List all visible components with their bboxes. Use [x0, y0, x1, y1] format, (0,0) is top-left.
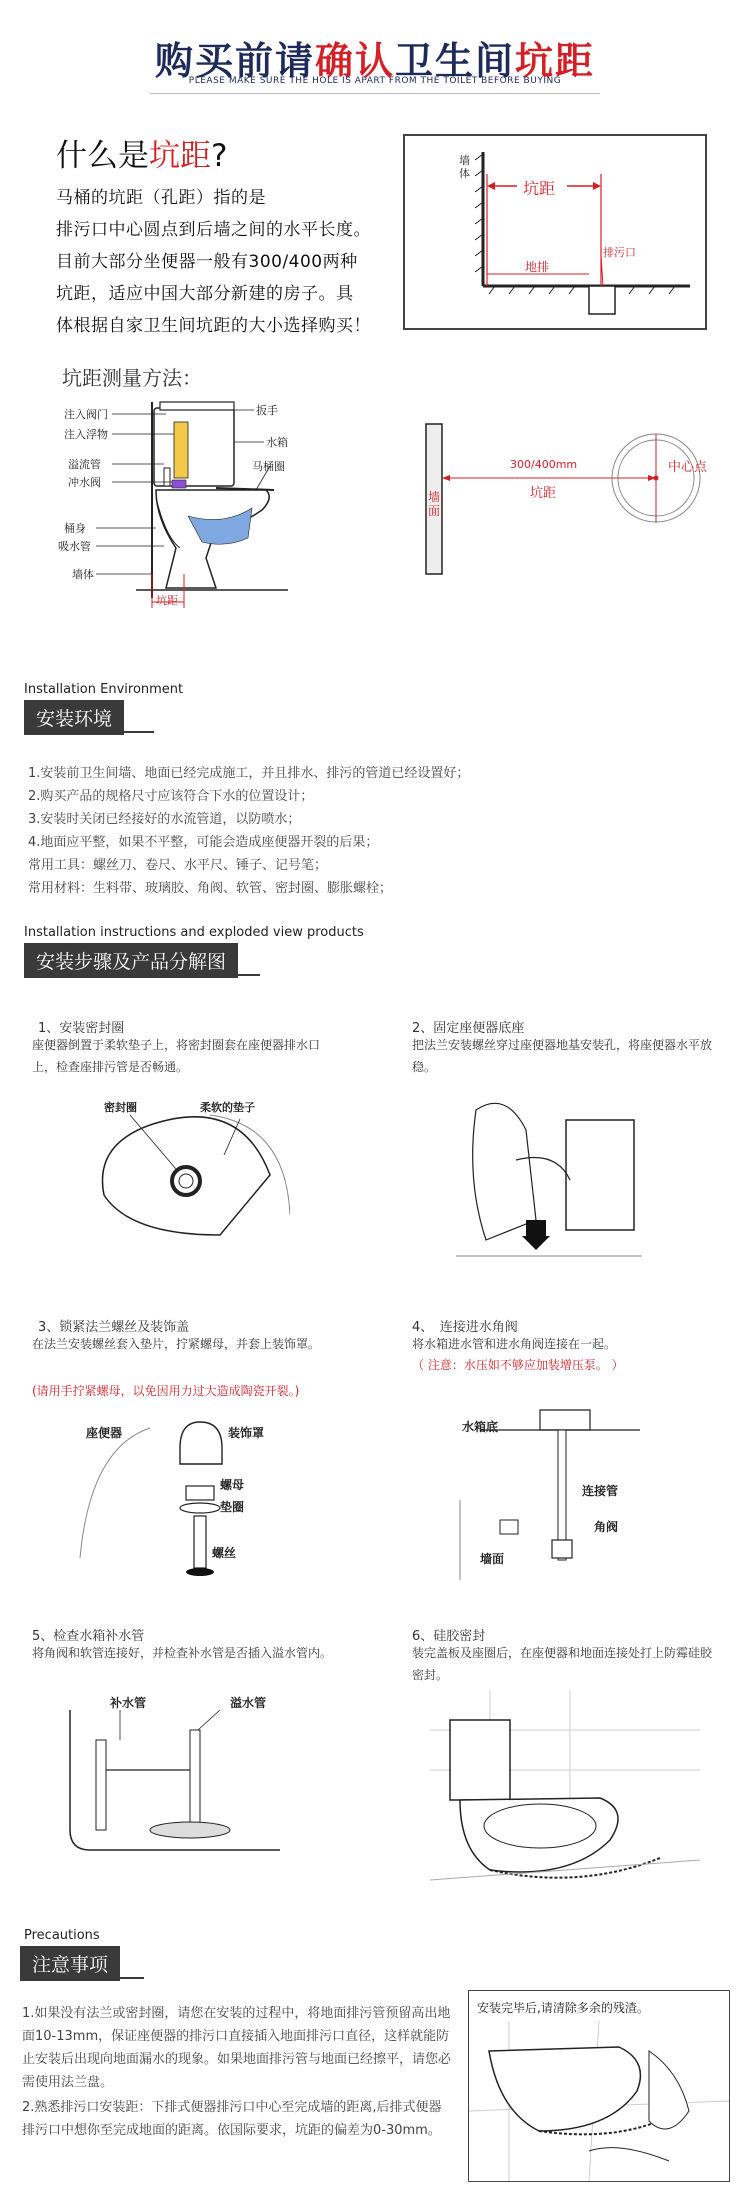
what-line: 坑距，适应中国大部分新建的房子。具	[56, 284, 354, 304]
what-title	[56, 130, 227, 175]
step5-drawing	[60, 1690, 310, 1860]
env-item: 常用材料：生料带、玻璃胶、角阀、软管、密封圈、膨胀螺栓；	[28, 881, 393, 896]
step2-image	[446, 1080, 646, 1270]
precaution-drawing	[469, 1991, 729, 2181]
drain-label: 排污口	[603, 246, 636, 259]
step-title: 6、硅胶密封	[412, 1629, 486, 1644]
distance-diagram	[403, 134, 707, 330]
distance-label: 坑距	[523, 179, 556, 198]
env-item: 3.安装时关闭已经接好的水流管道，以防喷水；	[28, 812, 301, 827]
section-underline	[20, 1977, 144, 1979]
step-warning: （ 注意：水压如不够应加装增压泵。 ）	[412, 1358, 624, 1372]
step-desc: 座便器倒置于柔软垫子上，将密封圈套在座便器排水口上，检查座排污管是否畅通。	[32, 1038, 321, 1074]
section-title: 注意事项	[20, 1946, 120, 1981]
env-item: 1.安装前卫生间墙、地面已经完成施工，并且排水、排污的管道已经设置好；	[28, 766, 470, 781]
title-part: 卫生间	[395, 39, 516, 83]
precaution-item: 1.如果没有法兰或密封圈，请您在安装的过程中，将地面排污管预留高出地面10-13mm，保证座便器的排污口直接插入地面排污口直径，这样就能防止安装后出现向地面漏水的现象。如果地面排污管与地面已经擦平，请您必需使用法兰盘。	[22, 2006, 452, 2090]
size-label: 300/400mm	[510, 458, 578, 471]
step3-image	[70, 1408, 320, 1588]
measure-diagram	[420, 420, 720, 580]
page-subtitle: PLEASE MAKE SURE THE HOLE IS APART FROM THE TOILET BEFORE BUYING	[188, 76, 562, 86]
env-item: 4.地面应平整，如果不平整，可能会造成座便器开裂的后果；	[28, 835, 379, 850]
measure-title: 坑距测量方法：	[62, 366, 202, 390]
env-item: 常用工具：螺丝刀、卷尺、水平尺、锤子、记号笔；	[28, 858, 328, 873]
part-label: 柔软的垫子	[200, 1101, 255, 1114]
precaution-image	[468, 1990, 730, 2182]
step-desc: 将角阀和软管连接好，并检查补水管是否插入溢水管内。	[32, 1646, 333, 1660]
section-underline	[24, 974, 260, 976]
what-title-highlight: 坑距	[149, 138, 211, 174]
step-title: 1、安装密封圈	[38, 1021, 125, 1036]
part-label: 冲水阀	[68, 476, 101, 489]
section-en-title: Installation Environment	[24, 682, 184, 697]
what-title-text: 什么是	[56, 138, 149, 174]
wall-label: 墙体	[459, 154, 470, 180]
what-line: 马桶的坑距（孔距）指的是	[56, 188, 266, 208]
image-caption: 安装完毕后,请清除多余的残渣。	[477, 2001, 649, 2015]
title-part-highlight: 确认	[314, 39, 395, 83]
what-line: 排污口中心圆点到后墙之间的水平长度。	[56, 220, 371, 240]
step-desc: 在法兰安装螺丝套入垫片，拧紧螺母，并套上装饰罩。	[32, 1337, 321, 1351]
part-label: 桶身	[64, 522, 86, 535]
part-label: 座便器	[86, 1426, 123, 1440]
env-item: 2.购买产品的规格尺寸应该符合下水的位置设计；	[28, 789, 314, 804]
part-label: 垫圈	[220, 1500, 245, 1514]
step6-image	[430, 1690, 700, 1890]
step1-image	[90, 1085, 290, 1245]
distance-label: 坑距	[156, 594, 178, 607]
what-title-mark: ?	[211, 138, 228, 174]
step-title: 5、检查水箱补水管	[32, 1629, 145, 1644]
precaution-item: 2.熟悉排污口安装距：下排式便器排污口中心至完成墙的距离,后排式便器排污口中想你至完成地面的距离。依国际要求，坑距的偏差为0-30mm。	[22, 2100, 442, 2138]
part-label: 扳手	[256, 404, 278, 417]
section-title: 安装环境	[24, 700, 124, 735]
distance-diagram-drawing	[405, 136, 705, 328]
part-label: 水箱	[266, 436, 288, 449]
title-part: 购买前请	[154, 39, 315, 83]
part-label: 装饰罩	[228, 1426, 265, 1440]
part-label: 密封圈	[104, 1101, 137, 1114]
step-title: 4、 连接进水角阀	[412, 1320, 518, 1335]
part-label: 螺丝	[212, 1546, 237, 1560]
step5-image	[60, 1690, 310, 1860]
floor-drain-label: 地排	[525, 260, 550, 274]
part-label: 补水管	[110, 1696, 147, 1710]
wall-label: 墙面	[428, 490, 441, 518]
step-desc: 把法兰安装螺丝穿过座便器地基安装孔，将座便器水平放稳。	[412, 1038, 713, 1074]
title-divider	[150, 93, 600, 94]
measure-diagram-drawing	[420, 420, 720, 580]
center-label: 中心点	[668, 460, 708, 475]
step-title: 2、固定座便器底座	[412, 1021, 525, 1036]
part-label: 连接管	[582, 1484, 619, 1498]
part-label: 螺母	[220, 1478, 245, 1492]
part-label: 溢水管	[230, 1696, 267, 1710]
part-label: 水箱底	[462, 1420, 499, 1434]
what-line: 目前大部分坐便器一般有300/400两种	[56, 252, 358, 272]
part-label: 溢流管	[68, 458, 101, 471]
step2-drawing	[446, 1080, 646, 1270]
toilet-cross-section	[56, 398, 296, 612]
step-title: 3、锁紧法兰螺丝及装饰盖	[38, 1320, 190, 1335]
part-label: 角阀	[594, 1520, 619, 1534]
step4-image	[440, 1400, 670, 1590]
section-en-title: Precautions	[24, 1928, 100, 1943]
distance-label: 坑距	[530, 486, 557, 501]
title-part-highlight: 坑距	[515, 39, 596, 83]
section-en-title: Installation instructions and exploded view products	[24, 925, 364, 940]
step6-drawing	[430, 1690, 700, 1890]
part-label: 马桶圈	[252, 460, 285, 473]
section-underline	[24, 731, 154, 733]
step-warning: (请用手拧紧螺母，以免因用力过大造成陶瓷开裂。)	[32, 1384, 300, 1398]
what-line: 体根据自家卫生间坑距的大小选择购买！	[56, 316, 371, 336]
part-label: 墙面	[480, 1552, 505, 1566]
part-label: 注入浮物	[64, 428, 108, 441]
part-label: 注入阀门	[64, 408, 108, 421]
step-desc: 将水箱进水管和进水角阀连接在一起。	[412, 1337, 617, 1351]
part-label: 吸水管	[58, 540, 91, 553]
section-title: 安装步骤及产品分解图	[24, 943, 238, 978]
step-desc: 装完盖板及座圈后，在座便器和地面连接处打上防霉硅胶密封。	[412, 1646, 713, 1682]
part-label: 墙体	[72, 568, 94, 581]
